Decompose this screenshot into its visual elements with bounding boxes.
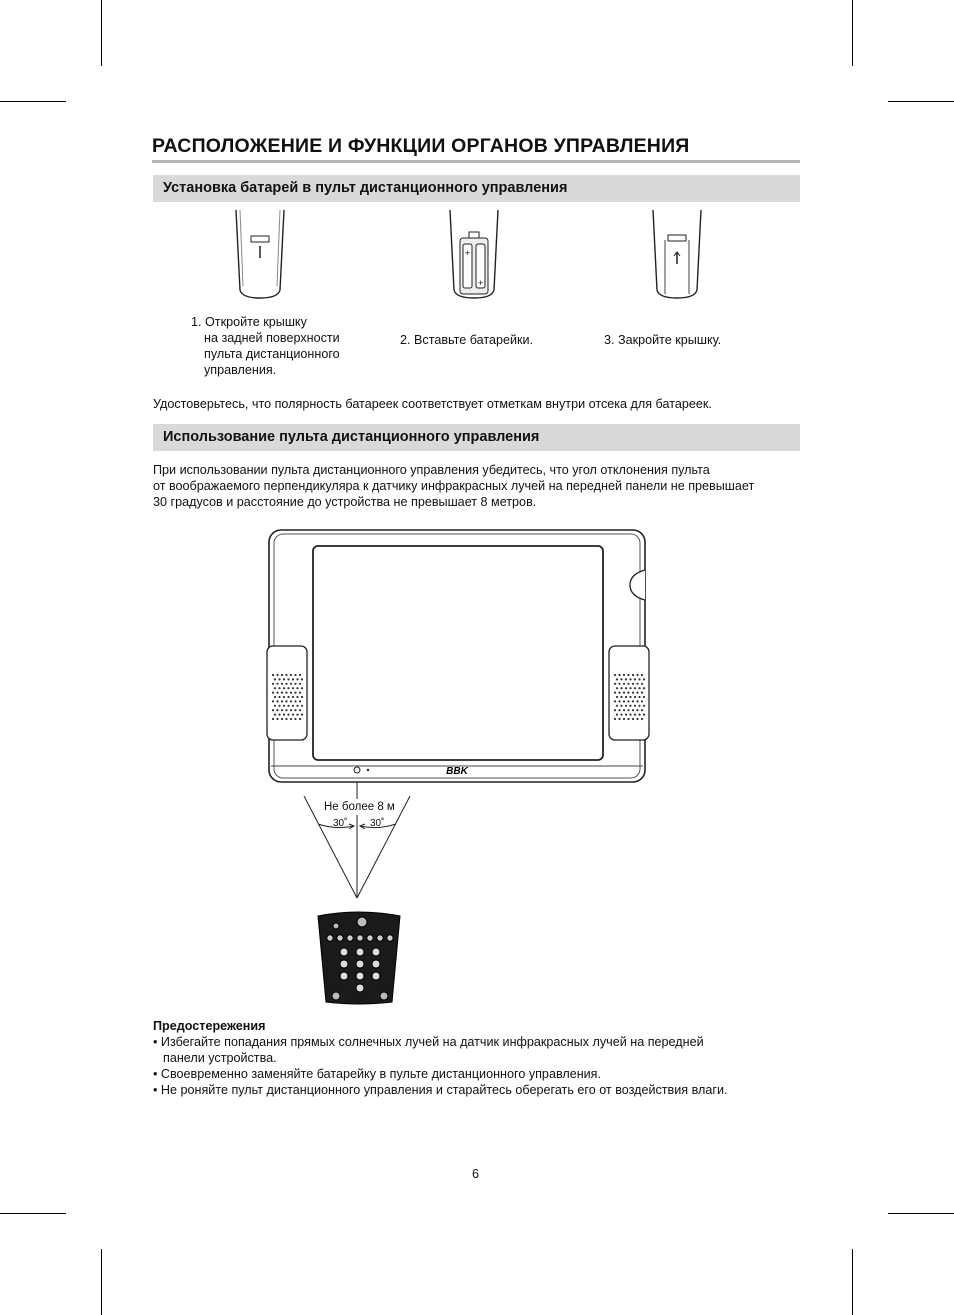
- speaker-hole: [643, 705, 645, 707]
- speaker-hole: [629, 696, 631, 698]
- speaker-hole: [294, 700, 296, 702]
- remote-button-icon: [327, 935, 333, 941]
- speaker-hole: [625, 696, 627, 698]
- speaker-hole: [623, 692, 625, 694]
- speaker-hole: [285, 692, 287, 694]
- speaker-hole: [629, 678, 631, 680]
- step-2-caption: 2. Вставьте батарейки.: [400, 333, 534, 347]
- speaker-hole: [294, 718, 296, 720]
- speaker-hole: [636, 700, 638, 702]
- speaker-hole: [283, 714, 285, 716]
- step-1-caption: [191, 314, 340, 378]
- remote-battery-compartment-illustration: [448, 210, 500, 300]
- speaker-hole: [292, 678, 294, 680]
- speaker-hole: [292, 705, 294, 707]
- speaker-hole: [278, 696, 280, 698]
- speaker-hole: [643, 678, 645, 680]
- crop-mark: [0, 101, 66, 102]
- speaker-hole: [283, 696, 285, 698]
- speaker-hole: [623, 709, 625, 711]
- speaker-hole: [285, 718, 287, 720]
- speaker-hole: [294, 683, 296, 685]
- speaker-hole: [627, 700, 629, 702]
- speaker-hole: [301, 678, 303, 680]
- speaker-hole: [627, 709, 629, 711]
- speaker-hole: [294, 692, 296, 694]
- crop-mark: [888, 101, 954, 102]
- svg-text:+: +: [464, 249, 471, 257]
- speaker-hole: [281, 709, 283, 711]
- speaker-hole: [634, 714, 636, 716]
- speaker-hole: [290, 674, 292, 676]
- remote-button-icon: [357, 917, 367, 927]
- speaker-hole: [287, 714, 289, 716]
- speaker-hole: [283, 705, 285, 707]
- speaker-hole: [625, 678, 627, 680]
- remote-button-icon: [357, 935, 363, 941]
- speaker-hole: [632, 700, 634, 702]
- speaker-hole: [634, 678, 636, 680]
- speaker-hole: [620, 687, 622, 689]
- speaker-hole: [292, 714, 294, 716]
- speaker-hole: [614, 718, 616, 720]
- speaker-hole: [629, 687, 631, 689]
- speaker-hole: [638, 705, 640, 707]
- speaker-hole: [294, 709, 296, 711]
- speaker-hole: [290, 700, 292, 702]
- speaker-hole: [641, 718, 643, 720]
- speaker-hole: [620, 696, 622, 698]
- speaker-hole: [283, 687, 285, 689]
- section-header-remote-usage: [153, 424, 800, 451]
- remote-button-icon: [333, 923, 339, 929]
- distance-label: Не более 8 м: [324, 801, 395, 813]
- speaker-hole: [278, 705, 280, 707]
- speaker-hole: [290, 683, 292, 685]
- remote-button-icon: [372, 948, 380, 956]
- speaker-grill: [270, 672, 304, 722]
- speaker-hole: [625, 687, 627, 689]
- speaker-hole: [290, 709, 292, 711]
- speaker-hole: [641, 692, 643, 694]
- speaker-hole: [276, 709, 278, 711]
- speaker-hole: [632, 709, 634, 711]
- speaker-hole: [278, 687, 280, 689]
- speaker-hole: [296, 678, 298, 680]
- speaker-hole: [283, 678, 285, 680]
- speaker-hole: [287, 705, 289, 707]
- speaker-hole: [296, 714, 298, 716]
- speaker-hole: [627, 674, 629, 676]
- speaker-hole: [614, 683, 616, 685]
- svg-text:+: +: [477, 279, 484, 287]
- caution-item-continuation: панели устройства.: [163, 1051, 277, 1065]
- caution-item: • Избегайте попадания прямых солнечных лучей на датчик инфракрасных лучей на передней: [153, 1035, 704, 1049]
- speaker-hole: [287, 678, 289, 680]
- remote-button-icon: [356, 960, 364, 968]
- speaker-hole: [638, 687, 640, 689]
- cautions-heading: Предостережения: [153, 1019, 266, 1033]
- speaker-hole: [299, 692, 301, 694]
- speaker-hole: [272, 709, 274, 711]
- speaker-hole: [632, 692, 634, 694]
- speaker-hole: [618, 709, 620, 711]
- speaker-grill: [612, 672, 646, 722]
- step-1-line: управления.: [204, 363, 277, 377]
- speaker-hole: [299, 709, 301, 711]
- speaker-hole: [638, 714, 640, 716]
- speaker-hole: [278, 678, 280, 680]
- speaker-hole: [634, 687, 636, 689]
- speaker-hole: [616, 705, 618, 707]
- remote-button-icon: [356, 984, 364, 992]
- remote-button-icon: [380, 992, 388, 1000]
- speaker-hole: [276, 674, 278, 676]
- speaker-hole: [272, 683, 274, 685]
- speaker-hole: [281, 718, 283, 720]
- speaker-hole: [299, 700, 301, 702]
- remote-button-icon: [332, 992, 340, 1000]
- remote-button-icon: [377, 935, 383, 941]
- speaker-hole: [276, 692, 278, 694]
- speaker-hole: [299, 683, 301, 685]
- device-front-illustration: [265, 528, 660, 788]
- speaker-hole: [618, 683, 620, 685]
- page-number: 6: [472, 1167, 480, 1181]
- speaker-hole: [272, 700, 274, 702]
- speaker-hole: [627, 692, 629, 694]
- speaker-hole: [638, 678, 640, 680]
- speaker-hole: [614, 709, 616, 711]
- remote-button-icon: [356, 972, 364, 980]
- crop-mark: [101, 1249, 102, 1315]
- speaker-hole: [274, 696, 276, 698]
- speaker-hole: [272, 674, 274, 676]
- speaker-hole: [281, 683, 283, 685]
- speaker-hole: [623, 683, 625, 685]
- brand-logo: BBK: [446, 766, 468, 777]
- speaker-hole: [281, 674, 283, 676]
- speaker-hole: [294, 674, 296, 676]
- speaker-hole: [301, 696, 303, 698]
- speaker-hole: [634, 705, 636, 707]
- speaker-hole: [276, 700, 278, 702]
- angle-right-label: 30˚: [370, 818, 385, 829]
- speaker-hole: [285, 709, 287, 711]
- speaker-hole: [636, 692, 638, 694]
- remote-button-icon: [387, 935, 393, 941]
- speaker-hole: [278, 714, 280, 716]
- speaker-hole: [296, 696, 298, 698]
- speaker-hole: [292, 687, 294, 689]
- speaker-hole: [636, 674, 638, 676]
- speaker-hole: [614, 700, 616, 702]
- speaker-hole: [274, 687, 276, 689]
- crop-mark: [888, 1213, 954, 1214]
- caution-item: • Своевременно заменяйте батарейку в пульте дистанционного управления.: [153, 1067, 602, 1081]
- speaker-hole: [301, 705, 303, 707]
- speaker-hole: [287, 696, 289, 698]
- speaker-hole: [620, 678, 622, 680]
- speaker-hole: [290, 692, 292, 694]
- speaker-hole: [285, 674, 287, 676]
- remote-button-icon: [367, 935, 373, 941]
- speaker-hole: [287, 687, 289, 689]
- speaker-hole: [629, 705, 631, 707]
- speaker-hole: [301, 687, 303, 689]
- speaker-hole: [641, 709, 643, 711]
- speaker-hole: [614, 674, 616, 676]
- speaker-hole: [299, 718, 301, 720]
- crop-mark: [852, 0, 853, 66]
- speaker-hole: [634, 696, 636, 698]
- speaker-hole: [276, 683, 278, 685]
- speaker-hole: [632, 718, 634, 720]
- speaker-hole: [296, 705, 298, 707]
- speaker-hole: [301, 714, 303, 716]
- speaker-hole: [276, 718, 278, 720]
- speaker-hole: [281, 692, 283, 694]
- speaker-hole: [616, 678, 618, 680]
- paragraph-line: от воображаемого перпендикуляра к датчику инфракрасных лучей на передней панели не превышает: [153, 479, 755, 493]
- speaker-hole: [272, 718, 274, 720]
- speaker-hole: [643, 714, 645, 716]
- remote-button-icon: [340, 948, 348, 956]
- speaker-hole: [618, 700, 620, 702]
- speaker-hole: [643, 687, 645, 689]
- cautions-list: [153, 1034, 727, 1098]
- step-1-line: 1. Откройте крышку: [191, 315, 307, 329]
- speaker-hole: [281, 700, 283, 702]
- section-title: Использование пульта дистанционного управления: [163, 429, 540, 445]
- paragraph-line: При использовании пульта дистанционного управления убедитесь, что угол отклонения пульта: [153, 463, 710, 477]
- remote-back-open-illustration: [234, 210, 286, 300]
- section-header-battery: [153, 175, 800, 202]
- angle-left-label: 30˚: [333, 818, 348, 829]
- step-3-caption: 3. Закройте крышку.: [604, 333, 722, 347]
- remote-button-icon: [347, 935, 353, 941]
- paragraph-line: 30 градусов и расстояние до устройства не превышает 8 метров.: [153, 495, 537, 509]
- speaker-hole: [632, 683, 634, 685]
- speaker-hole: [274, 705, 276, 707]
- speaker-hole: [274, 714, 276, 716]
- speaker-hole: [629, 714, 631, 716]
- remote-button-icon: [340, 960, 348, 968]
- speaker-hole: [643, 696, 645, 698]
- polarity-note: Удостоверьтесь, что полярность батареек соответствует отметкам внутри отсека для батареек.: [153, 397, 712, 411]
- speaker-hole: [618, 718, 620, 720]
- speaker-hole: [625, 714, 627, 716]
- speaker-hole: [641, 700, 643, 702]
- speaker-hole: [627, 683, 629, 685]
- speaker-hole: [299, 674, 301, 676]
- speaker-hole: [616, 687, 618, 689]
- speaker-hole: [272, 692, 274, 694]
- speaker-hole: [296, 687, 298, 689]
- speaker-hole: [616, 714, 618, 716]
- speaker-hole: [285, 683, 287, 685]
- section-title: Установка батарей в пульт дистанционного управления: [163, 180, 568, 196]
- speaker-hole: [641, 674, 643, 676]
- usage-paragraph: [153, 462, 754, 510]
- speaker-hole: [623, 700, 625, 702]
- crop-mark: [101, 0, 102, 66]
- speaker-hole: [636, 683, 638, 685]
- step-1-line: на задней поверхности: [204, 331, 340, 345]
- remote-button-icon: [372, 972, 380, 980]
- remote-button-icon: [340, 972, 348, 980]
- step-1-line: пульта дистанционного: [204, 347, 340, 361]
- title-rule: [152, 160, 800, 163]
- speaker-hole: [627, 718, 629, 720]
- speaker-hole: [623, 674, 625, 676]
- speaker-hole: [618, 692, 620, 694]
- speaker-hole: [616, 696, 618, 698]
- speaker-hole: [618, 674, 620, 676]
- speaker-hole: [292, 696, 294, 698]
- speaker-hole: [636, 709, 638, 711]
- remote-button-icon: [356, 948, 364, 956]
- page-title: РАСПОЛОЖЕНИЕ И ФУНКЦИИ ОРГАНОВ УПРАВЛЕНИЯ: [152, 135, 690, 157]
- speaker-hole: [636, 718, 638, 720]
- speaker-hole: [625, 705, 627, 707]
- remote-button-icon: [372, 960, 380, 968]
- remote-button-icon: [337, 935, 343, 941]
- speaker-hole: [638, 696, 640, 698]
- speaker-hole: [614, 692, 616, 694]
- caution-item: • Не роняйте пульт дистанционного управления и старайтесь оберегать его от воздействия влаги.: [153, 1083, 728, 1097]
- speaker-hole: [623, 718, 625, 720]
- speaker-hole: [620, 714, 622, 716]
- speaker-hole: [274, 678, 276, 680]
- speaker-hole: [641, 683, 643, 685]
- remote-back-closed-illustration: [651, 210, 703, 300]
- remote-control-illustration: [316, 910, 402, 1006]
- crop-mark: [0, 1213, 66, 1214]
- speaker-hole: [632, 674, 634, 676]
- speaker-hole: [620, 705, 622, 707]
- crop-mark: [852, 1249, 853, 1315]
- speaker-hole: [285, 700, 287, 702]
- speaker-hole: [290, 718, 292, 720]
